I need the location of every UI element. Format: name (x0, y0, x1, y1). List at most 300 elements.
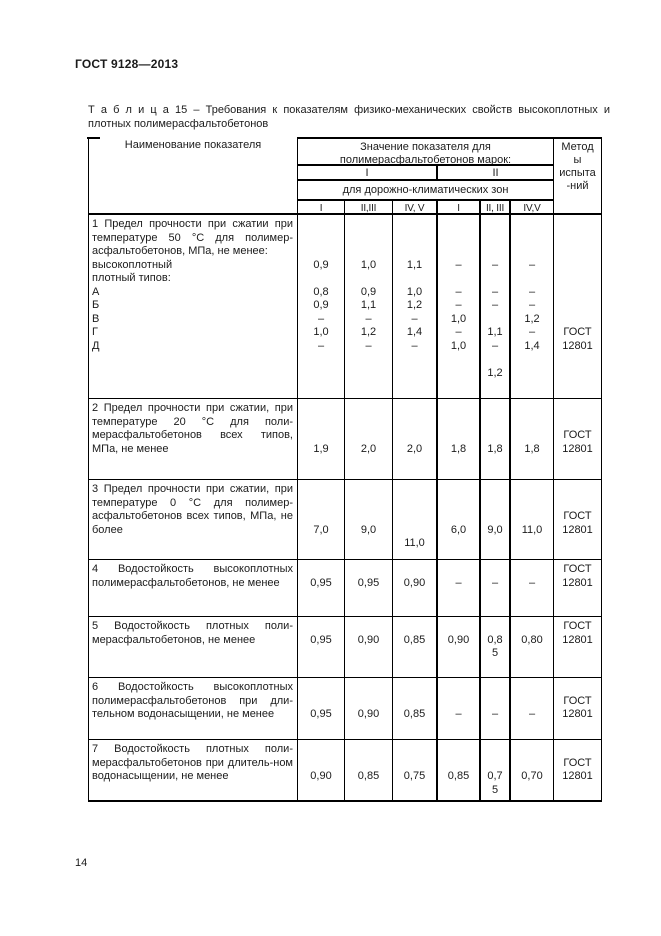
value-line (511, 483, 553, 497)
row-name-line: В (92, 312, 100, 325)
value-line: 1,4 (406, 326, 423, 338)
row-name-line: мерасфальтобетонов, не менее (92, 633, 256, 646)
value-line (393, 402, 436, 416)
value-line: – (317, 312, 325, 325)
row-name-line: мерасфальтобетонов при длитель-ном (92, 756, 293, 769)
row-4-value-cell-4 (438, 560, 481, 617)
method-line: 12801 (562, 523, 593, 536)
value-line: – (528, 258, 536, 271)
value-line (481, 402, 509, 416)
value-line: 0,95 (310, 633, 332, 646)
row-3-method-cell (554, 480, 601, 560)
value-line: – (491, 576, 499, 589)
value-line: 1,1 (360, 299, 377, 311)
value-line: – (365, 339, 372, 352)
value-line: – (411, 339, 418, 352)
row-1-name-cell (89, 215, 298, 399)
value-line (481, 497, 509, 511)
value-line: – (455, 285, 462, 298)
row-6-value-cell-5 (481, 678, 511, 740)
row-2-value-cell-5 (481, 399, 511, 480)
value-line: – (528, 576, 536, 589)
method-line (554, 681, 601, 695)
value-line (511, 245, 553, 259)
value-line: 6,0 (450, 523, 467, 536)
value-line (393, 429, 436, 443)
row-4-value-cell-6 (511, 560, 554, 617)
value-line (438, 757, 479, 771)
row-name-line: 5 Водостойкость плотных поли- (92, 620, 293, 632)
row-name-line: асфальтобетонов всех типов, МПа, не (92, 510, 293, 522)
value-line (481, 483, 509, 497)
method-line (554, 416, 601, 430)
value-line (438, 483, 479, 497)
value-line (345, 429, 392, 443)
row-name-line: плотный типов: (92, 272, 171, 284)
value-line (298, 681, 344, 695)
value-line: – (411, 312, 418, 325)
value-line (438, 620, 479, 634)
value-line (298, 218, 344, 232)
header-subcol-6: IV,V (511, 201, 554, 215)
value-line: 1,0 (450, 339, 467, 352)
value-line (511, 757, 553, 771)
value-line (481, 757, 509, 771)
row-2-name-cell (89, 399, 298, 480)
value-line (481, 743, 509, 757)
method-line (554, 299, 601, 313)
value-line (345, 483, 392, 497)
value-line: 0,85 (357, 770, 380, 782)
value-line: 1,4 (524, 339, 540, 352)
value-line (393, 510, 436, 524)
header-subcol-2: II,III (345, 201, 393, 215)
value-line: 0,85 (403, 633, 426, 646)
method-line (554, 743, 601, 757)
value-line: 1,8 (450, 442, 467, 455)
row-name-line: асфальтобетонов, МПа, не менее: (92, 245, 268, 257)
value-line: 9,0 (360, 523, 377, 536)
row-5-value-cell-2 (345, 617, 393, 678)
value-line (438, 681, 479, 695)
header-subcol-3: IV, V (393, 201, 438, 215)
row-name-line: 3 Предел прочности при сжатии, при (92, 483, 293, 495)
row-2-method-cell (554, 399, 601, 480)
value-line: – (528, 708, 536, 720)
value-line (511, 497, 553, 511)
value-line: – (528, 326, 536, 338)
value-line (511, 232, 553, 246)
method-line (554, 245, 601, 259)
value-line (481, 353, 509, 367)
value-line: 1,0 (406, 285, 423, 298)
header-methods-column (554, 137, 601, 215)
value-line (393, 483, 436, 497)
value-line (298, 245, 344, 259)
row-3-name-cell (89, 480, 298, 560)
row-name-line: Г (92, 326, 98, 338)
value-line (481, 313, 509, 327)
value-line: 0,7 (487, 770, 503, 782)
row-1-value-cell-3 (393, 215, 438, 399)
value-line (438, 232, 479, 246)
value-line: 1,0 (313, 326, 329, 338)
value-line (393, 245, 436, 259)
row-3-value-cell-1 (298, 480, 345, 560)
row-5-method-cell (554, 617, 601, 678)
row-7-name-cell (89, 740, 298, 800)
value-line (511, 402, 553, 416)
header-line: Метод (561, 141, 594, 153)
value-line (438, 695, 479, 709)
header-subcol-4: I (438, 201, 481, 215)
table-corner-tick (87, 137, 100, 139)
header-line: испыта (559, 167, 596, 179)
value-line (481, 416, 509, 430)
row-name-line: водонасыщении, не менее (92, 770, 229, 782)
value-line (393, 563, 436, 577)
row-1-value-cell-1 (298, 215, 345, 399)
value-line (393, 681, 436, 695)
value-line (345, 497, 392, 511)
value-line: 2,0 (406, 442, 423, 455)
value-line (438, 497, 479, 511)
row-6-value-cell-3 (393, 678, 438, 740)
value-line (298, 416, 344, 430)
method-line (554, 232, 601, 246)
method-line: ГОСТ (563, 620, 592, 632)
method-line: 12801 (562, 708, 593, 720)
row-2-value-cell-2 (345, 399, 393, 480)
row-6-value-cell-1 (298, 678, 345, 740)
method-line (554, 286, 601, 300)
row-name-line: мерасфальтобетонов всех типов, (92, 429, 293, 441)
row-4-value-cell-3 (393, 560, 438, 617)
value-line (511, 510, 553, 524)
row-7-value-cell-1 (298, 740, 345, 800)
value-line: 5 (491, 647, 499, 659)
row-name-line: температуре 20 °С для поли- (92, 415, 293, 428)
method-line (554, 402, 601, 416)
value-line: 0,80 (521, 633, 543, 646)
row-4-value-cell-1 (298, 560, 345, 617)
row-name-line: высокоплотный (92, 258, 173, 271)
row-name-line: температуре 50 °С для полимер- (92, 231, 293, 244)
row-name-line: А (92, 285, 100, 298)
value-line (438, 743, 479, 757)
row-6-value-cell-2 (345, 678, 393, 740)
value-line: – (491, 285, 499, 298)
method-line: 12801 (562, 633, 593, 646)
value-line (345, 232, 392, 246)
value-line: 0,70 (521, 770, 543, 782)
page-number: 14 (75, 857, 88, 869)
table (88, 137, 602, 802)
row-5-name-cell (89, 617, 298, 678)
value-line (345, 510, 392, 524)
value-line (511, 429, 553, 443)
value-line (438, 510, 479, 524)
row-7-value-cell-5 (481, 740, 511, 800)
method-line: ГОСТ (563, 429, 592, 441)
value-line (298, 429, 344, 443)
row-5-value-cell-5 (481, 617, 511, 678)
value-line: 9,0 (487, 523, 503, 536)
value-line: 2,0 (360, 442, 377, 455)
method-line: 12801 (562, 770, 593, 782)
method-line: ГОСТ (563, 694, 592, 707)
value-line: 0,90 (357, 633, 380, 646)
row-4-method-cell (554, 560, 601, 617)
row-1-value-cell-2 (345, 215, 393, 399)
value-line (298, 695, 344, 709)
value-line (481, 563, 509, 577)
row-1-value-cell-5 (481, 215, 511, 399)
header-mark-2: II (438, 166, 554, 181)
value-line (481, 272, 509, 286)
value-line (298, 232, 344, 246)
row-3-value-cell-6 (511, 480, 554, 560)
value-line (511, 563, 553, 577)
value-line: 1,8 (487, 442, 503, 455)
row-6-method-cell (554, 678, 601, 740)
row-3-value-cell-4 (438, 480, 481, 560)
header-subcol-5: II, III (481, 201, 511, 215)
row-1-value-cell-6 (511, 215, 554, 399)
row-name-line: 1 Предел прочности при сжатии при (92, 218, 293, 230)
value-line (345, 743, 392, 757)
value-line: 7,0 (313, 523, 329, 536)
value-line (438, 402, 479, 416)
value-line (298, 497, 344, 511)
value-line: 0,9 (313, 299, 329, 311)
row-name-line: более (92, 523, 123, 536)
value-line (393, 232, 436, 246)
header-line: -ний (566, 180, 589, 192)
method-line: ГОСТ (563, 510, 592, 522)
row-5-value-cell-3 (393, 617, 438, 678)
value-line (438, 429, 479, 443)
value-line (511, 743, 553, 757)
value-line: 0,8 (487, 633, 503, 646)
value-line: – (455, 708, 462, 720)
value-line: 0,9 (313, 258, 329, 271)
page-title: ГОСТ 9128—2013 (75, 57, 179, 71)
row-name-line: 4 Водостойкость высокоплотных (92, 563, 293, 575)
value-line (481, 429, 509, 443)
value-line: 1,2 (524, 312, 540, 325)
value-line: – (528, 299, 536, 311)
value-line: – (365, 312, 372, 325)
header-zones: для дорожно-климатических зон (298, 181, 554, 201)
value-line (393, 416, 436, 430)
value-line: – (528, 285, 536, 298)
method-line (554, 259, 601, 273)
row-name-line: полимерасфальтобетонов, не менее (92, 576, 280, 589)
row-2-value-cell-6 (511, 399, 554, 480)
value-line (481, 695, 509, 709)
row-4-name-cell (89, 560, 298, 617)
value-line (481, 245, 509, 259)
method-line: 12801 (562, 442, 593, 455)
value-line (393, 218, 436, 232)
value-line (438, 272, 479, 286)
value-line: 1,8 (524, 442, 540, 455)
value-line: 1,1 (406, 258, 423, 271)
value-line (393, 524, 436, 538)
method-line: 12801 (562, 576, 593, 589)
row-name-line: МПа, не менее (92, 442, 169, 455)
row-7-value-cell-2 (345, 740, 393, 800)
value-line: – (317, 339, 325, 352)
value-line (393, 497, 436, 511)
value-line: 1,9 (313, 442, 329, 455)
value-line (511, 681, 553, 695)
table-caption-line1: Т а б л и ц а 15 – Требования к показателям физико-механических свойств высокоплотных и (88, 104, 610, 116)
value-line (298, 483, 344, 497)
value-line (511, 272, 553, 286)
value-line (345, 757, 392, 771)
value-line (345, 695, 392, 709)
value-line: 0,90 (310, 770, 332, 782)
value-line: 0,90 (403, 576, 426, 589)
row-2-value-cell-1 (298, 399, 345, 480)
method-line: ГОСТ (563, 756, 592, 769)
value-line (345, 681, 392, 695)
value-line (393, 620, 436, 634)
row-name-line: 7 Водостойкость плотных поли- (92, 743, 293, 755)
row-name-line: 2 Предел прочности при сжатии, при (92, 402, 293, 414)
value-line (345, 272, 392, 286)
header-line: Значение показателя для (360, 141, 491, 153)
row-5-value-cell-6 (511, 617, 554, 678)
value-line (298, 510, 344, 524)
value-line (393, 272, 436, 286)
value-line: 5 (491, 783, 499, 796)
value-line: – (455, 576, 462, 589)
row-1-value-cell-4 (438, 215, 481, 399)
row-6-value-cell-6 (511, 678, 554, 740)
value-line (393, 695, 436, 709)
row-name-line: Д (92, 339, 100, 352)
value-line (393, 743, 436, 757)
row-name-line: тельном водонасыщении, не менее (92, 708, 275, 720)
value-line: – (491, 299, 499, 311)
value-line: 0,95 (310, 576, 332, 589)
value-line (438, 416, 479, 430)
value-line (511, 416, 553, 430)
row-4-value-cell-2 (345, 560, 393, 617)
value-line: 0,90 (447, 633, 470, 646)
value-line: 11,0 (521, 523, 543, 536)
value-line (298, 563, 344, 577)
value-line (511, 620, 553, 634)
value-line (345, 563, 392, 577)
row-5-value-cell-4 (438, 617, 481, 678)
value-line (345, 416, 392, 430)
row-3-value-cell-5 (481, 480, 511, 560)
value-line (345, 620, 392, 634)
value-line: – (455, 326, 462, 338)
row-2-value-cell-4 (438, 399, 481, 480)
table-caption-line2: плотных полимерасфальтобетонов (88, 118, 269, 130)
value-line: 0,8 (313, 285, 329, 298)
header-mark-1: I (298, 166, 438, 181)
row-name-line: температуре 0 °С для полимер- (92, 496, 293, 509)
value-line (298, 272, 344, 286)
header-name-column: Наименование показателя (89, 137, 298, 215)
value-line (345, 218, 392, 232)
value-line: – (491, 258, 499, 271)
row-7-value-cell-4 (438, 740, 481, 800)
value-line: – (455, 299, 462, 311)
value-line (511, 218, 553, 232)
value-line (393, 757, 436, 771)
row-7-method-cell (554, 740, 601, 800)
header-subcol-1: I (298, 201, 345, 215)
value-line: 0,75 (403, 770, 426, 782)
row-name-line: Б (92, 299, 100, 311)
method-line (554, 272, 601, 286)
value-line (345, 402, 392, 416)
value-line: 0,85 (403, 708, 426, 720)
row-3-value-cell-3 (393, 480, 438, 560)
value-line: 1,2 (487, 366, 503, 379)
value-line (481, 681, 509, 695)
value-line: 0,95 (357, 576, 380, 589)
row-name-line: 6 Водостойкость высокоплотных (92, 681, 293, 693)
value-line (438, 563, 479, 577)
value-line (511, 695, 553, 709)
value-line: – (491, 708, 499, 720)
value-line: 1,2 (360, 326, 377, 338)
value-line (298, 757, 344, 771)
header-value-group (298, 137, 554, 166)
method-line: 12801 (562, 339, 593, 352)
value-line (481, 218, 509, 232)
value-line (438, 245, 479, 259)
method-line (554, 483, 601, 497)
row-6-name-cell (89, 678, 298, 740)
method-line (554, 218, 601, 232)
value-line: – (455, 258, 462, 271)
value-line (481, 620, 509, 634)
value-line: 1,0 (450, 312, 467, 325)
row-6-value-cell-4 (438, 678, 481, 740)
method-line (554, 497, 601, 511)
row-2-value-cell-3 (393, 399, 438, 480)
row-4-value-cell-5 (481, 560, 511, 617)
row-1-method-cell (554, 215, 601, 399)
value-line (481, 232, 509, 246)
value-line (481, 510, 509, 524)
value-line: 0,9 (360, 285, 377, 298)
value-line: 0,85 (447, 770, 470, 782)
value-line (438, 218, 479, 232)
row-7-value-cell-3 (393, 740, 438, 800)
method-line: ГОСТ (563, 563, 592, 575)
row-name-line: полимерасфальтобетонов при дли- (92, 694, 293, 707)
row-7-value-cell-6 (511, 740, 554, 800)
value-line: 1,1 (487, 326, 503, 338)
value-line: 1,2 (406, 299, 423, 311)
method-line (554, 313, 601, 327)
header-line: полимерасфальтобетонов марок: (339, 154, 512, 166)
row-3-value-cell-2 (345, 480, 393, 560)
value-line: 11,0 (404, 537, 425, 549)
row-5-value-cell-1 (298, 617, 345, 678)
method-line: ГОСТ (563, 326, 592, 338)
